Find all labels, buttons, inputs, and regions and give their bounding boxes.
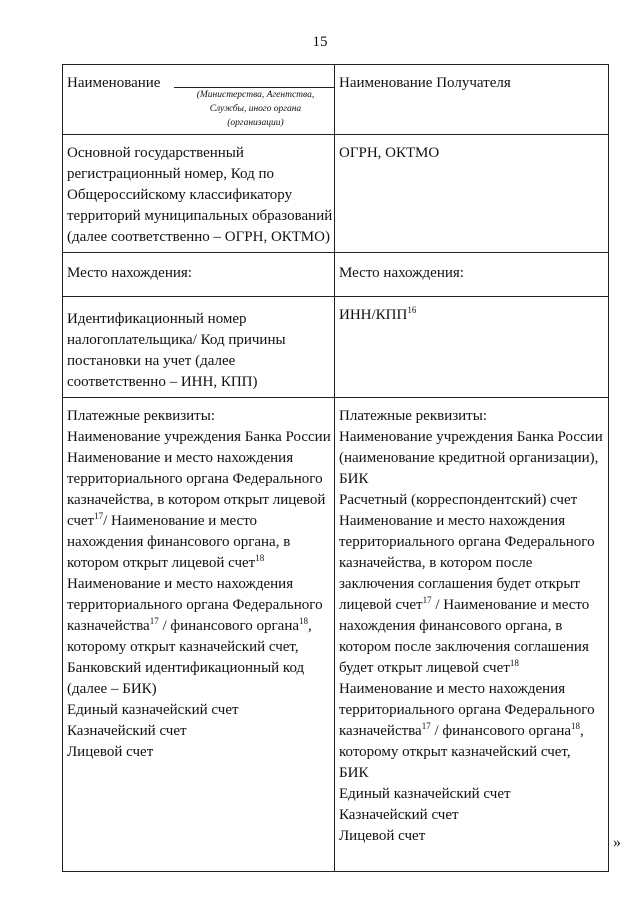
grantor-payment-line-17: Лицевой счет [67, 744, 154, 760]
recipient-payment-line-15: территориального органа Федерального [339, 702, 595, 718]
recipient-payment-line-16-text-b: / финансового органа [430, 723, 572, 739]
footnote-18: 18 [509, 658, 519, 668]
recipient-payment-line-13 [339, 658, 606, 679]
ogrn-text-line-4: территорий муниципальных образований [67, 208, 333, 224]
inn-kpp-text: ИНН/КПП [339, 307, 408, 323]
grantor-payment-line-9: Наименование и место нахождения [67, 576, 294, 592]
footnote-18: 18 [299, 616, 309, 626]
grantor-location-label: Место нахождения: [67, 265, 192, 281]
page-number: 15 [312, 34, 328, 50]
inn-text-line-4: соответственно – ИНН, КПП) [67, 374, 258, 390]
footnote-17: 17 [421, 721, 431, 731]
recipient-ogrn-label: ОГРН, ОКТМО [339, 145, 440, 161]
footnote-17: 17 [422, 595, 432, 605]
recipient-ogrn-cell [335, 135, 609, 253]
recipient-payment-line-4: БИК [339, 471, 369, 487]
grantor-payment-line-15: Единый казначейский счет [67, 702, 239, 718]
footnote-16: 16 [407, 305, 417, 315]
recipient-payment-line-13-text: будет открыт лицевой счет [339, 660, 510, 676]
recipient-payment-line-1: Платежные реквизиты: [339, 408, 487, 424]
grantor-location-cell [63, 253, 335, 297]
recipient-inn-label [339, 305, 606, 326]
grantor-ogrn-cell [63, 135, 335, 253]
recipient-payment-line-6: Наименование и место нахождения [339, 513, 566, 529]
grantor-payment-line-13: Банковский идентификационный код [67, 660, 305, 676]
recipient-payment-line-3: (наименование кредитной организации), [339, 450, 599, 466]
ogrn-text-line-5: (далее соответственно – ОГРН, ОКТМО) [67, 229, 330, 245]
grantor-name-blank [174, 77, 334, 130]
recipient-location-cell [335, 253, 609, 297]
table-row-inn [63, 297, 609, 398]
grantor-name-hint-2: Службы, иного органа [209, 104, 302, 114]
recipient-payment-line-10-text-a: лицевой счет [339, 597, 423, 613]
grantor-payment-line-7: нахождения финансового органа, в [67, 534, 291, 550]
footnote-17: 17 [94, 511, 104, 521]
recipient-payment-line-2: Наименование учреждения Банка России [339, 429, 603, 445]
grantor-payment-line-6-text-b: / Наименование и место [103, 513, 258, 529]
grantor-name-label: Наименование [67, 75, 161, 91]
recipient-payment-line-12: котором после заключения соглашения [339, 639, 589, 655]
recipient-inn-cell [335, 297, 609, 398]
table-row-ogrn [63, 135, 609, 253]
grantor-payment-line-12: которому открыт казначейский счет, [67, 639, 299, 655]
grantor-payment-line-5: казначейства, в котором открыт лицевой [67, 492, 326, 508]
recipient-payment-line-8: казначейства, в котором после [339, 555, 533, 571]
grantor-payment-line-11-text-c: , [308, 618, 312, 634]
grantor-inn-cell [63, 297, 335, 398]
grantor-name-hint-1: (Министерства, Агентства, [196, 90, 315, 100]
grantor-payment-line-14: (далее – БИК) [67, 681, 157, 697]
recipient-payment-line-16-text-c: , [580, 723, 584, 739]
table-row-location [63, 253, 609, 297]
grantor-payment-line-2: Наименование учреждения Банка России [67, 429, 331, 445]
grantor-payment-line-6 [67, 511, 332, 532]
table-row-payment [63, 398, 609, 872]
grantor-name-cell [63, 65, 335, 135]
recipient-payment-line-21: Лицевой счет [339, 828, 426, 844]
recipient-payment-line-16 [339, 721, 606, 742]
recipient-payment-line-14: Наименование и место нахождения [339, 681, 566, 697]
recipient-name-label: Наименование Получателя [339, 75, 511, 91]
inn-text-line-1: Идентификационный номер [67, 311, 247, 327]
grantor-payment-line-6-text-a: счет [67, 513, 95, 529]
ogrn-text-line-2: регистрационный номер, Код по [67, 166, 274, 182]
ogrn-text-line-1: Основной государственный [67, 145, 244, 161]
recipient-payment-line-11: нахождения финансового органа, в [339, 618, 563, 634]
recipient-payment-line-5: Расчетный (корреспондентский) счет [339, 492, 578, 508]
recipient-name-cell [335, 65, 609, 135]
grantor-payment-line-3: Наименование и место нахождения [67, 450, 294, 466]
recipient-payment-line-18: БИК [339, 765, 369, 781]
grantor-payment-line-16: Казначейский счет [67, 723, 187, 739]
closing-quote-mark: » [613, 834, 621, 851]
recipient-payment-cell [335, 398, 609, 872]
grantor-payment-line-8-text: котором открыт лицевой счет [67, 555, 256, 571]
table-row-name [63, 65, 609, 135]
footnote-17: 17 [149, 616, 159, 626]
grantor-payment-line-11 [67, 616, 332, 637]
grantor-payment-cell [63, 398, 335, 872]
recipient-payment-line-16-text-a: казначейства [339, 723, 422, 739]
recipient-payment-line-7: территориального органа Федерального [339, 534, 595, 550]
ogrn-text-line-3: Общероссийскому классификатору [67, 187, 293, 203]
recipient-payment-line-20: Казначейский счет [339, 807, 459, 823]
footnote-18: 18 [571, 721, 581, 731]
grantor-payment-line-1: Платежные реквизиты: [67, 408, 215, 424]
inn-text-line-2: налогоплательщика/ Код причины [67, 332, 286, 348]
recipient-payment-line-9: заключения соглашения будет открыт [339, 576, 580, 592]
grantor-payment-line-11-text-b: / финансового органа [158, 618, 300, 634]
recipient-payment-line-19: Единый казначейский счет [339, 786, 511, 802]
recipient-payment-line-10-text-b: / Наименование и место [431, 597, 590, 613]
footnote-18: 18 [255, 553, 265, 563]
recipient-payment-line-10 [339, 595, 606, 616]
inn-text-line-3: постановки на учет (далее [67, 353, 236, 369]
recipient-location-label: Место нахождения: [339, 265, 464, 281]
grantor-payment-line-8 [67, 553, 332, 574]
grantor-name-hint-3: (организации) [227, 118, 284, 128]
recipient-payment-line-17: которому открыт казначейский счет, [339, 744, 571, 760]
details-table [62, 64, 609, 872]
grantor-payment-line-11-text-a: казначейства [67, 618, 150, 634]
grantor-payment-line-4: территориального органа Федерального [67, 471, 323, 487]
grantor-payment-line-10: территориального органа Федерального [67, 597, 323, 613]
